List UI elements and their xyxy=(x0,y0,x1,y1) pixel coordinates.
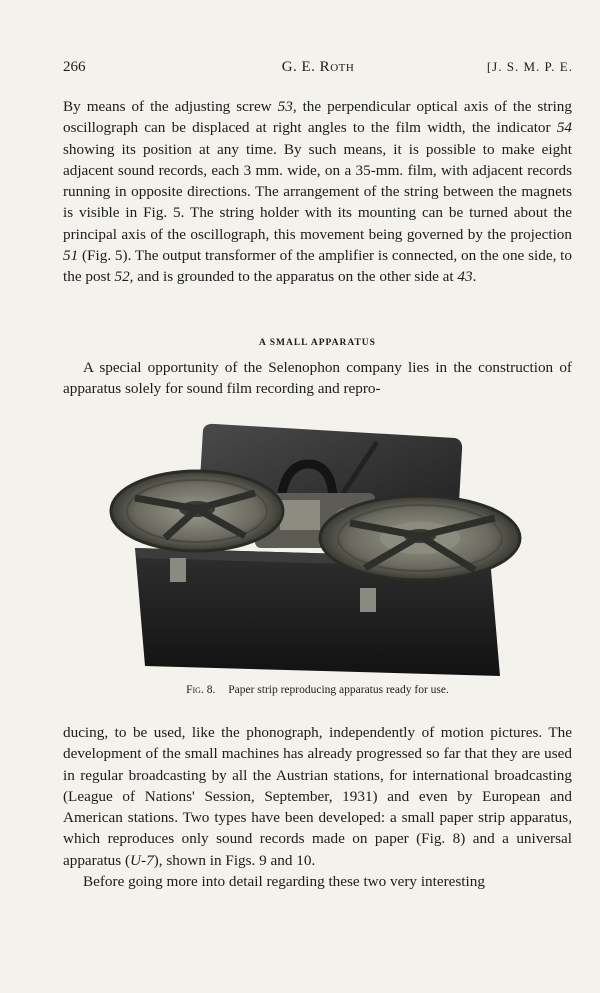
running-header xyxy=(63,59,573,81)
paragraph-before-going: Before going more into detail regarding these two very interesting xyxy=(83,873,485,891)
figure-label: Fig. 8. xyxy=(186,684,216,696)
paper-strip-apparatus-image xyxy=(105,418,530,680)
paragraph-special-opportunity: A special opportunity of the Selenophon company lies in the construction of apparatus solely for sound film recording and repro- xyxy=(63,359,572,398)
running-author: G. E. Roth xyxy=(281,59,355,75)
section-heading: A SMALL APPARATUS xyxy=(259,338,376,348)
paragraph-broadcasting: ducing, to be used, like the phonograph, independently of motion pictures. The development of the small machines has already progressed so far that they are used in regular broadcasting by all the Austrian stations, for international broadcasting (League of Nations' Session, September, 1931) and even by European and American stations. Two types have been developed: a small paper strip apparatus, which reproduces only sound records made on paper (Fig. 8) and a universal apparatus (U-7), shown in Figs. 9 and 10. Before going more into detail regarding these two very interesting xyxy=(63,722,572,892)
figure-caption xyxy=(63,684,572,696)
figure-caption-text: Paper strip reproducing apparatus ready for use. xyxy=(228,684,449,696)
journal-abbreviation: [J. S. M. P. E. xyxy=(486,59,573,74)
paragraph-adjusting-screw: By means of the adjusting screw 53, the perpendicular optical axis of the string oscillograph can be displaced at right angles to the film width, the indicator 54 showing its position at any time. By such means, it is possible to make eight adjacent sound records, each 3 mm. wide, on a 35-mm. film, with adjacent records running in opposite directions. The arrangement of the string between the magnets is visible in Fig. 5. The string holder with its mounting can be turned about the principal axis of the oscillograph, this movement being governed by the projection 51 (Fig. 5). The output transformer of the amplifier is connected, on the one side, to the post 52, and is grounded to the apparatus on the other side at 43. xyxy=(63,98,572,286)
page-number: 266 xyxy=(63,59,86,75)
figure-8-photo xyxy=(105,418,530,680)
